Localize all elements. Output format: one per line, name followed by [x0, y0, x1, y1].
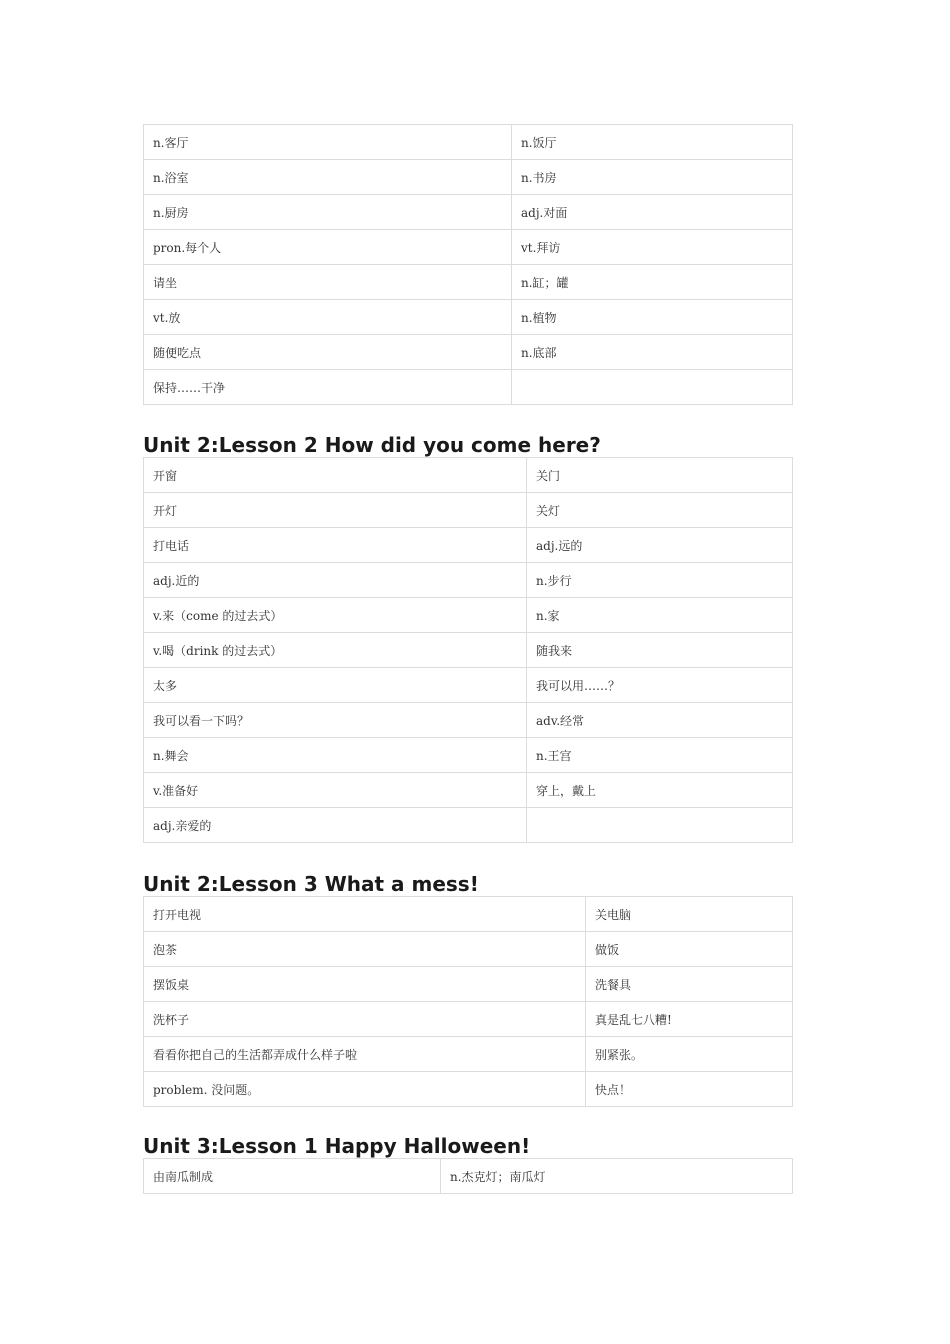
table-cell: n.缸；罐	[512, 265, 793, 300]
table-cell: 洗餐具	[586, 967, 793, 1002]
table-row	[144, 773, 793, 808]
table-cell: 请坐	[144, 265, 512, 300]
table-cell: 泡茶	[144, 932, 586, 967]
table-cell: 关门	[527, 458, 793, 493]
table-cell: v.来（come 的过去式）	[144, 598, 527, 633]
table-cell: 开灯	[144, 493, 527, 528]
table-cell: 随便吃点	[144, 335, 512, 370]
table-row	[144, 967, 793, 1002]
table-row	[144, 563, 793, 598]
table-cell: 打开电视	[144, 897, 586, 932]
table-row	[144, 738, 793, 773]
table-cell: adj.远的	[527, 528, 793, 563]
table-row	[144, 1002, 793, 1037]
table-cell: 快点！	[586, 1072, 793, 1107]
vocab-section-4	[143, 1134, 792, 1194]
table-row	[144, 932, 793, 967]
table-cell: n.家	[527, 598, 793, 633]
table-cell: n.舞会	[144, 738, 527, 773]
table-cell: 随我来	[527, 633, 793, 668]
table-row	[144, 195, 793, 230]
table-row	[144, 528, 793, 563]
table-cell: 保持……干净	[144, 370, 512, 405]
table-cell: n.厨房	[144, 195, 512, 230]
vocab-section-2	[143, 433, 792, 843]
vocab-table-3	[143, 896, 793, 1107]
table-row	[144, 808, 793, 843]
table-row	[144, 897, 793, 932]
table-cell: 我可以用……？	[527, 668, 793, 703]
table-cell: 关灯	[527, 493, 793, 528]
table-row	[144, 370, 793, 405]
vocab-table-1	[143, 124, 793, 405]
table-cell: n.书房	[512, 160, 793, 195]
table-cell: n.底部	[512, 335, 793, 370]
table-cell: n.客厅	[144, 125, 512, 160]
table-cell: 看看你把自己的生活都弄成什么样子啦	[144, 1037, 586, 1072]
section-heading: Unit 2:Lesson 2 How did you come here?	[143, 433, 601, 457]
vocab-section-3	[143, 872, 792, 1107]
table-row	[144, 633, 793, 668]
table-cell: n.杰克灯；南瓜灯	[441, 1159, 793, 1194]
table-row	[144, 335, 793, 370]
table-cell: 太多	[144, 668, 527, 703]
table-cell: n.饭厅	[512, 125, 793, 160]
table-cell: adv.经常	[527, 703, 793, 738]
table-cell: n.步行	[527, 563, 793, 598]
table-row	[144, 598, 793, 633]
table-row	[144, 300, 793, 335]
table-cell: 穿上，戴上	[527, 773, 793, 808]
vocab-table-4	[143, 1158, 793, 1194]
table-row	[144, 265, 793, 300]
table-row	[144, 230, 793, 265]
table-cell: 别紧张。	[586, 1037, 793, 1072]
table-cell	[527, 808, 793, 843]
table-row	[144, 1072, 793, 1107]
table-cell: 摆饭桌	[144, 967, 586, 1002]
table-cell: adj.近的	[144, 563, 527, 598]
table-cell: vt.放	[144, 300, 512, 335]
table-row	[144, 160, 793, 195]
table-cell: n.王宫	[527, 738, 793, 773]
table-row	[144, 668, 793, 703]
section-heading: Unit 2:Lesson 3 What a mess!	[143, 872, 479, 896]
table-cell: v.喝（drink 的过去式）	[144, 633, 527, 668]
table-cell: pron.每个人	[144, 230, 512, 265]
table-cell: v.准备好	[144, 773, 527, 808]
table-cell: adj.对面	[512, 195, 793, 230]
table-cell: n.植物	[512, 300, 793, 335]
table-row	[144, 1159, 793, 1194]
table-cell: 洗杯子	[144, 1002, 586, 1037]
table-row	[144, 703, 793, 738]
table-cell: n.浴室	[144, 160, 512, 195]
table-cell: 关电脑	[586, 897, 793, 932]
table-cell: 真是乱七八糟!	[586, 1002, 793, 1037]
table-row	[144, 493, 793, 528]
table-cell: 由南瓜制成	[144, 1159, 441, 1194]
vocab-section-1	[143, 124, 792, 405]
table-cell: problem. 没问题。	[144, 1072, 586, 1107]
table-cell: adj.亲爱的	[144, 808, 527, 843]
table-cell: 我可以看一下吗？	[144, 703, 527, 738]
table-cell	[512, 370, 793, 405]
table-cell: 打电话	[144, 528, 527, 563]
table-row	[144, 125, 793, 160]
vocab-table-2	[143, 457, 793, 843]
table-cell: 做饭	[586, 932, 793, 967]
table-row	[144, 458, 793, 493]
table-cell: 开窗	[144, 458, 527, 493]
table-row	[144, 1037, 793, 1072]
table-cell: vt.拜访	[512, 230, 793, 265]
section-heading: Unit 3:Lesson 1 Happy Halloween!	[143, 1134, 531, 1158]
